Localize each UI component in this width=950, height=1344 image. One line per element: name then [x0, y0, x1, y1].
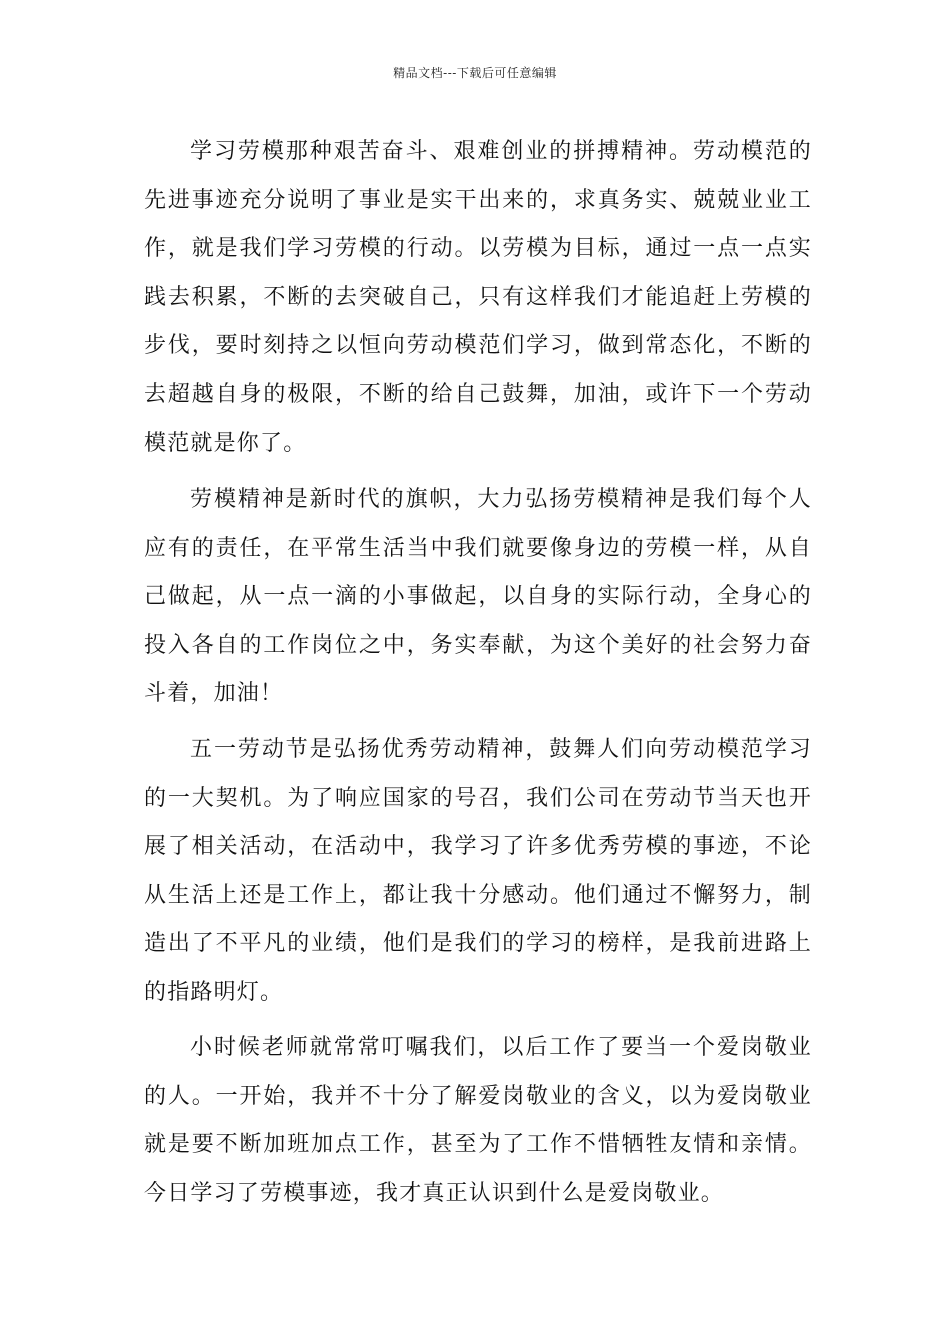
page-header: 精品文档---下载后可任意编辑 [393, 66, 557, 80]
paragraph-may-day: 五一劳动节是弘扬优秀劳动精神，鼓舞人们向劳动模范学习的一大契机。为了响应国家的号召，我们公司在劳动节当天也开展了相关活动，在活动中，我学习了许多优秀劳模的事迹，不论从生活上还是工作上，都让我十分感动。他们通过不懈努力，制造出了不平凡的业绩，他们是我们的学习的榜样，是我前进路上的指路明灯。 [144, 737, 812, 1005]
paragraph-model-workers-spirit: 学习劳模那种艰苦奋斗、艰难创业的拼搏精神。劳动模范的先进事迹充分说明了事业是实干出来的，求真务实、兢兢业业工作，就是我们学习劳模的行动。以劳模为目标，通过一点一点实践去积累，不断的去突破自己，只有这样我们才能追赶上劳模的步伐，要时刻持之以恒向劳动模范们学习，做到常态化，不断的去超越自身的极限，不断的给自己鼓舞，加油，或许下一个劳动模范就是你了。 [144, 139, 812, 456]
paragraph-love-job: 小时候老师就常常叮嘱我们，以后工作了要当一个爱岗敬业的人。一开始，我并不十分了解爱岗敬业的含义，以为爱岗敬业就是要不断加班加点工作，甚至为了工作不惜牺牲友情和亲情。今日学习了劳模事迹，我才真正认识到什么是爱岗敬业。 [144, 1035, 812, 1206]
paragraph-new-era-banner: 劳模精神是新时代的旗帜，大力弘扬劳模精神是我们每个人应有的责任，在平常生活当中我们就要像身边的劳模一样，从自己做起，从一点一滴的小事做起，以自身的实际行动，全身心的投入各自的工作岗位之中，务实奉献，为这个美好的社会努力奋斗着，加油！ [144, 487, 812, 707]
